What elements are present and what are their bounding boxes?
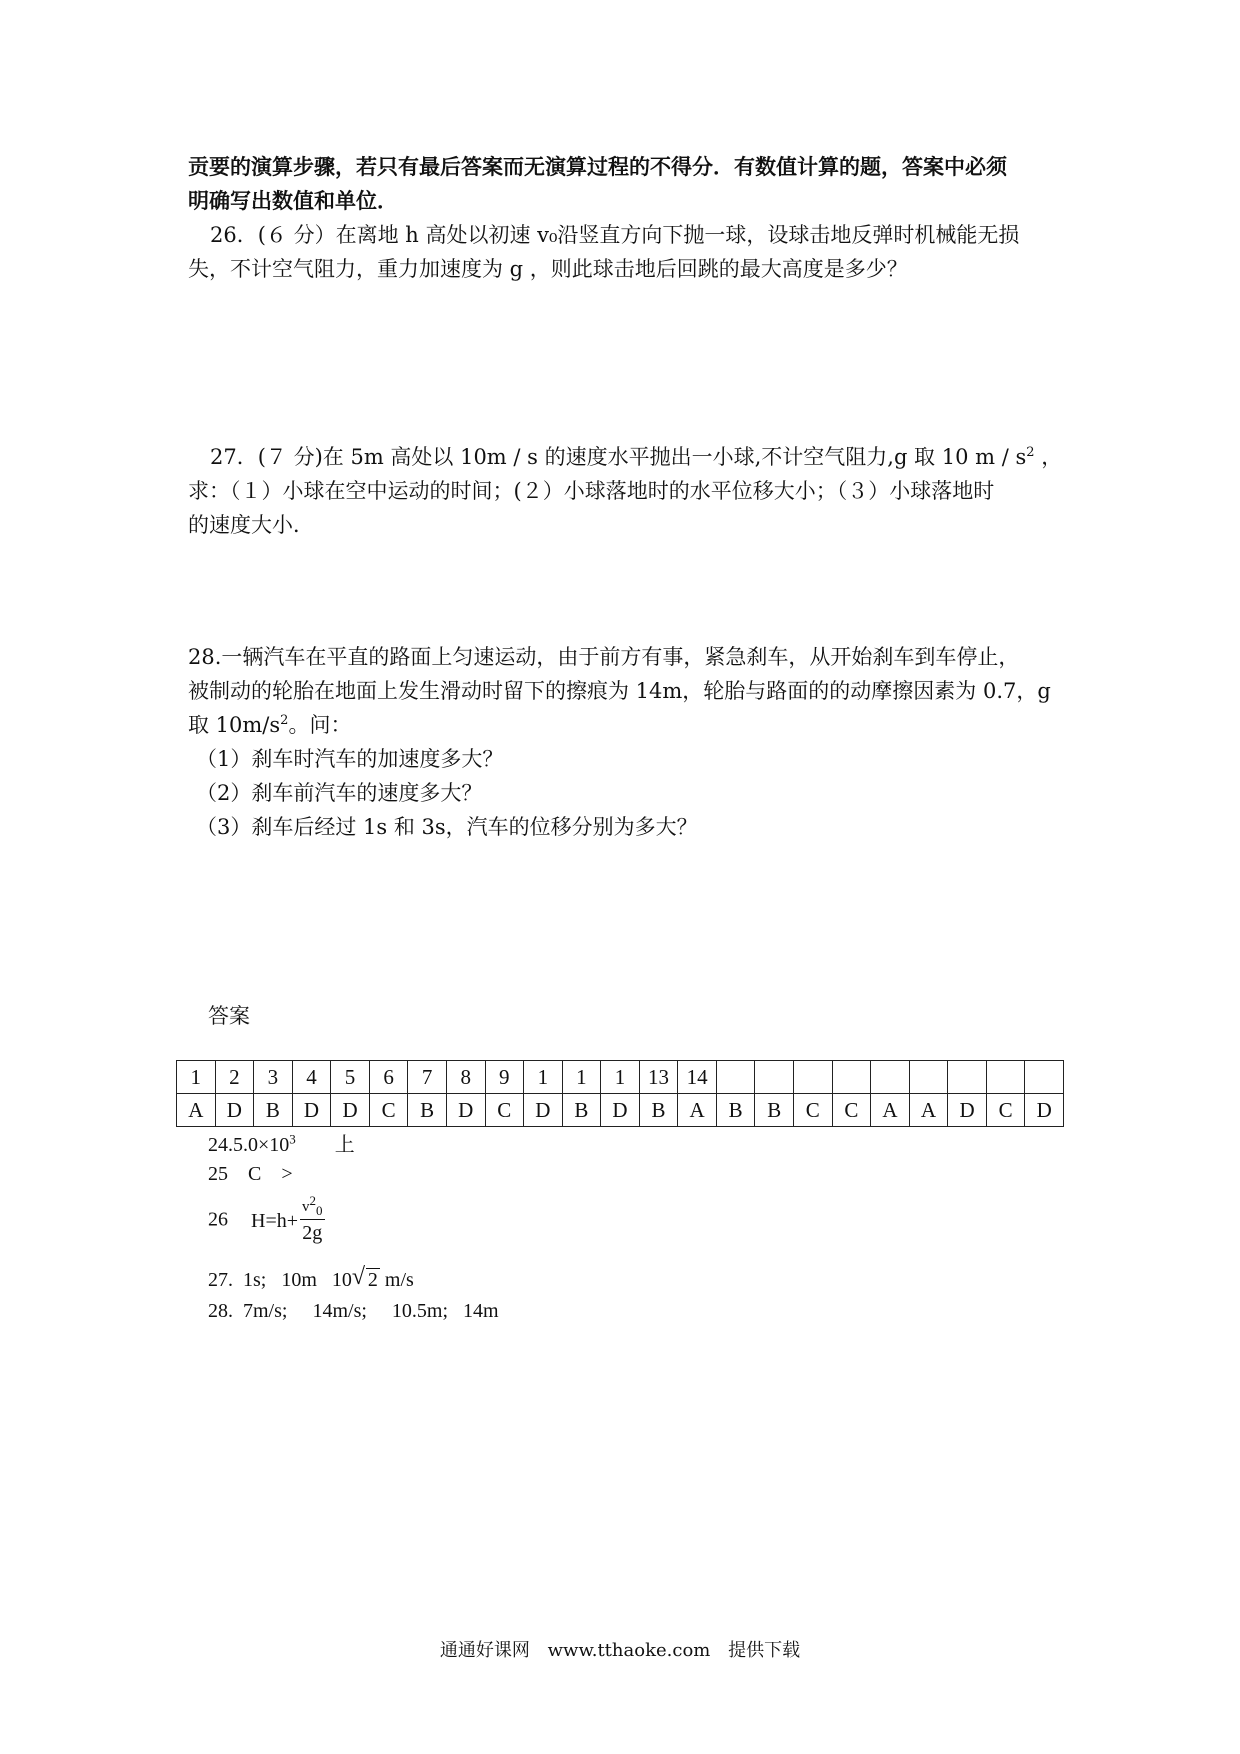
answer-cell: [716, 1061, 755, 1094]
answer-cell: [871, 1061, 910, 1094]
instructions-paragraph: [188, 150, 1062, 218]
answer-cell: 7: [408, 1061, 447, 1094]
question-27-line-1: [188, 440, 1062, 474]
answer-cell: C: [832, 1094, 871, 1127]
answer-27-sqrt: [351, 1264, 380, 1292]
answer-cell: C: [485, 1094, 524, 1127]
answer-cell: [948, 1061, 987, 1094]
answer-cell: 1: [601, 1061, 640, 1094]
answer-24-value: 24.5.0×10: [208, 1134, 290, 1156]
answer-cell: B: [254, 1094, 293, 1127]
footer-url[interactable]: www.tthaoke.com: [547, 1640, 711, 1661]
answer-cell: B: [639, 1094, 678, 1127]
answer-28: 28. 7m/s; 14m/s; 10.5m; 14m: [208, 1300, 499, 1322]
page-footer: [0, 1636, 1240, 1662]
answer-cell: 14: [678, 1061, 717, 1094]
question-26-line-2: 失，不计空气阻力，重力加速度为 g ，则此球击地后回跳的最大高度是多少？: [188, 257, 908, 281]
question-28: [188, 640, 1062, 742]
answer-26-numerator-sup: 2: [309, 1193, 317, 1208]
question-28-sub-2: （2）刹车前汽车的速度多大？: [196, 781, 483, 805]
answer-cell: C: [369, 1094, 408, 1127]
answer-cell: D: [948, 1094, 987, 1127]
answer-table-answers-row: [177, 1094, 1064, 1127]
answer-cell: A: [909, 1094, 948, 1127]
answer-cell: 1: [524, 1061, 563, 1094]
question-28-sub-3: （3）刹车后经过 1s 和 3s，汽车的位移分别为多大？: [196, 815, 698, 839]
question-26: [188, 218, 1062, 286]
answer-cell: D: [1025, 1094, 1064, 1127]
footer-suffix: 提供下载: [728, 1640, 801, 1661]
question-27-exponent: 2: [1026, 445, 1035, 460]
answer-cell: D: [601, 1094, 640, 1127]
instructions-line-2: 明确写出数值和单位．: [188, 188, 398, 213]
answer-table-numbers-row: [177, 1061, 1064, 1094]
answer-cell: 9: [485, 1061, 524, 1094]
answer-cell: 1: [562, 1061, 601, 1094]
answer-cell: 1: [177, 1061, 216, 1094]
answer-cell: 4: [292, 1061, 331, 1094]
question-27-line-1-end: ，: [1034, 445, 1063, 469]
question-26-line-1: 26．(６ 分）在离地 h 高处以初速 v₀沿竖直方向下抛一球，设球击地反弹时机械能无损: [210, 223, 1020, 247]
question-27-line-2: 求：（１）小球在空中运动的时间；(２）小球落地时的水平位移大小；（３）小球落地时: [188, 479, 995, 503]
answer-25: 25 C >: [208, 1163, 293, 1185]
answer-cell: D: [524, 1094, 563, 1127]
answer-cell: [794, 1061, 833, 1094]
answer-26: [208, 1193, 325, 1246]
answer-cell: 5: [331, 1061, 370, 1094]
answer-26-numerator-var: v: [302, 1199, 310, 1215]
answer-cell: A: [678, 1094, 717, 1127]
answer-cell: [909, 1061, 948, 1094]
question-28-line-3-b: 。问：: [288, 713, 352, 737]
answer-26-numerator-sub: 0: [316, 1203, 323, 1218]
instructions-line-1: 贡要的演算步骤，若只有最后答案而无演算过程的不得分．有数值计算的题，答案中必须: [188, 154, 1007, 179]
answer-table: [176, 1060, 1064, 1127]
answer-cell: D: [292, 1094, 331, 1127]
answer-cell: 8: [446, 1061, 485, 1094]
question-28-sub-1: （1）刹车时汽车的加速度多大？: [196, 747, 504, 771]
answer-cell: D: [215, 1094, 254, 1127]
answer-27-radicand: 2: [367, 1269, 378, 1291]
answer-24-direction: 上: [334, 1134, 355, 1156]
answers-heading: 答案: [208, 1004, 250, 1028]
answer-24-exponent: 3: [289, 1131, 296, 1147]
answer-27-unit: m/s: [384, 1269, 414, 1291]
question-28-line-3: [188, 708, 1062, 742]
question-28-line-3-a: 取 10m/s: [188, 713, 281, 737]
sqrt-icon: √: [351, 1264, 366, 1290]
answer-24: [208, 1128, 355, 1157]
answer-cell: 6: [369, 1061, 408, 1094]
answer-cell: [986, 1061, 1025, 1094]
question-28-line-1: 28.一辆汽车在平直的路面上匀速运动，由于前方有事，紧急刹车，从开始刹车到车停止，: [188, 645, 1020, 669]
answer-26-expr: H=h+: [251, 1209, 299, 1232]
answer-cell: C: [986, 1094, 1025, 1127]
answer-cell: B: [408, 1094, 447, 1127]
answer-26-fraction: [300, 1193, 325, 1246]
answer-26-numerator: [300, 1193, 325, 1220]
answer-cell: [832, 1061, 871, 1094]
answer-cell: [755, 1061, 794, 1094]
answer-cell: 2: [215, 1061, 254, 1094]
answer-26-label: 26: [208, 1208, 228, 1231]
answer-cell: 13: [639, 1061, 678, 1094]
answer-cell: A: [177, 1094, 216, 1127]
answer-27-values: 27. 1s; 10m 10: [208, 1269, 352, 1291]
answer-cell: D: [331, 1094, 370, 1127]
answer-cell: A: [871, 1094, 910, 1127]
answer-cell: D: [446, 1094, 485, 1127]
answer-cell: B: [562, 1094, 601, 1127]
answer-cell: B: [716, 1094, 755, 1127]
answer-26-denominator: 2g: [302, 1222, 323, 1244]
question-27-line-3: 的速度大小．: [188, 513, 314, 537]
answer-cell: [1025, 1061, 1064, 1094]
question-28-exponent: 2: [280, 713, 289, 728]
question-27-line-1-text: 27．(７ 分)在 5m 高处以 10m / s 的速度水平抛出一小球,不计空气阻力,g 取 10 m / s: [210, 445, 1027, 469]
footer-brand: 通通好课网: [439, 1640, 530, 1661]
answer-27: [208, 1264, 414, 1292]
question-28-line-2: 被制动的轮胎在地面上发生滑动时留下的擦痕为 14m，轮胎与路面的的动摩擦因素为 0.7，g: [188, 679, 1051, 703]
answer-cell: C: [794, 1094, 833, 1127]
answer-cell: 3: [254, 1061, 293, 1094]
answer-cell: B: [755, 1094, 794, 1127]
question-27: [188, 440, 1062, 542]
